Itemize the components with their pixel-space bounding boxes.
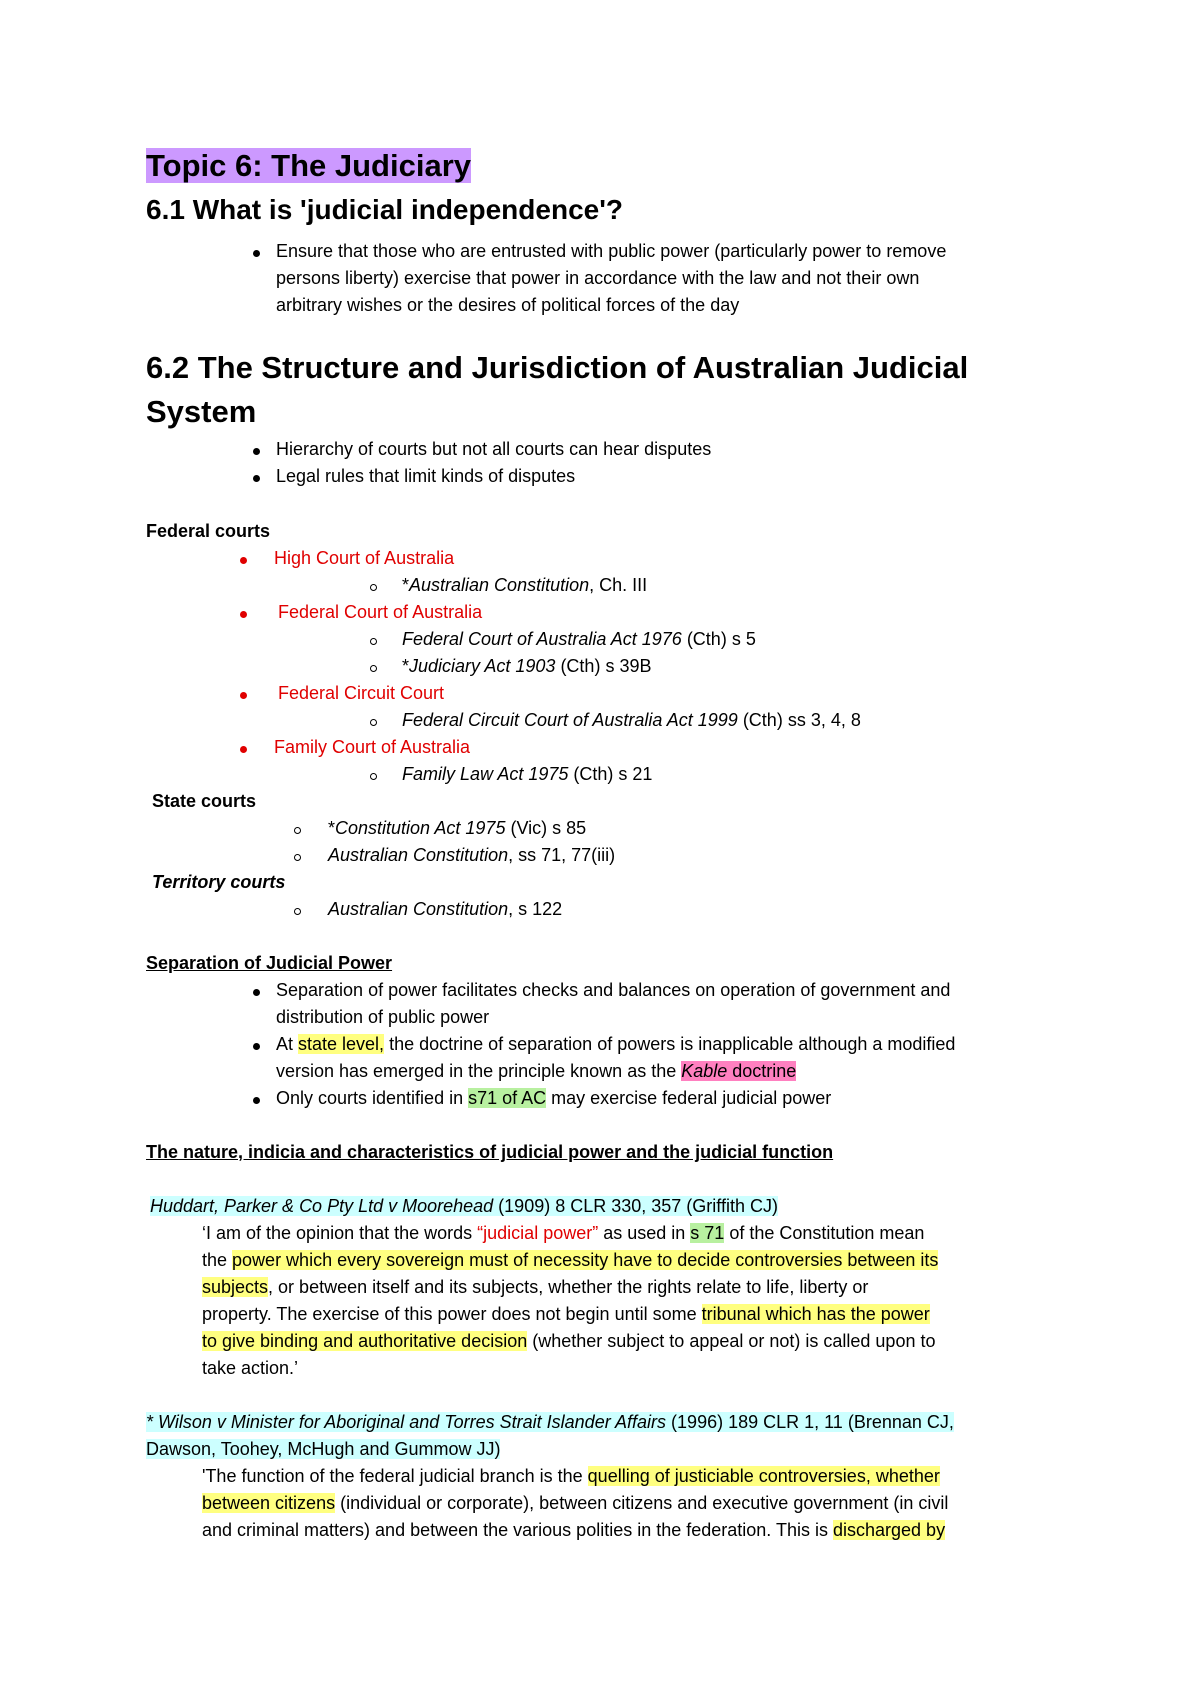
bullet-icon [253,250,260,257]
judicial-power-term: “judicial power” [477,1223,599,1243]
page-title [146,148,471,184]
court-high-court: High Court of Australia [274,548,455,568]
section-6-1-heading: 6.1 What is 'judicial independence'? [146,194,623,225]
text-run: Only courts identified in [276,1088,469,1108]
text-run: version has emerged in the principle known as the [276,1061,682,1081]
s62-bullet-2: Legal rules that limit kinds of disputes [276,466,576,486]
huddart-quote-line-2 [202,1247,938,1273]
statute-title: Federal Court of Australia Act 1976 [402,629,682,649]
highlight-kable-doctrine: doctrine [727,1061,797,1081]
wilson-quote-line-1 [202,1463,940,1489]
highlight-text: tribunal which has the power [701,1304,930,1324]
text-run: the doctrine of separation of powers is inapplicable although a modified [384,1034,956,1054]
bullet-icon [253,989,260,996]
star-marker: * [328,818,336,838]
highlight-state-level: state level, [298,1034,385,1054]
fca-source-2 [402,653,651,679]
huddart-quote-line-1 [202,1220,924,1246]
statute-ref: (Cth) s 21 [568,764,653,784]
wilson-quote-line-3 [202,1517,945,1543]
star-marker: * [402,656,410,676]
state-courts-label: State courts [152,791,257,811]
highlight-s71: s 71 [690,1223,725,1243]
case-ref: (1996) 189 CLR 1, 11 (Brennan CJ, [666,1412,954,1432]
red-bullet-icon [240,611,247,618]
huddart-quote-line-4 [202,1301,930,1327]
separation-bullet-1-line-1: Separation of power facilitates checks and balances on operation of government and [276,980,951,1000]
s61-bullet-line-1: Ensure that those who are entrusted with public power (particularly power to remove [276,241,947,261]
bullet-icon [253,475,260,482]
case-name: * Wilson v Minister for Aboriginal and Torres Strait Islander Affairs [146,1412,667,1432]
bullet-icon [253,448,260,455]
wilson-case-citation-line-2 [146,1436,500,1462]
circle-bullet-icon [370,719,377,726]
circle-bullet-icon [370,773,377,780]
title-text: Topic 6: The Judiciary [146,148,472,183]
huddart-quote-line-5 [202,1328,935,1354]
wilson-quote-line-2 [202,1490,948,1516]
separation-heading: Separation of Judicial Power [146,953,393,973]
separation-bullet-2-line-2 [276,1058,796,1084]
highlight-text: quelling of justiciable controversies, whether [587,1466,940,1486]
statute-title: Australian Constitution [409,575,590,595]
highlight-text: power which every sovereign must of necessity have to decide controversies between its [232,1250,939,1270]
huddart-quote-line-6: take action.’ [202,1358,299,1378]
red-bullet-icon [240,746,247,753]
s61-bullet-line-2: persons liberty) exercise that power in accordance with the law and not their own [276,268,920,288]
statute-title: Australian Constitution [328,899,509,919]
statute-title: Australian Constitution [328,845,509,865]
territory-source [328,896,562,922]
bullet-icon [253,1097,260,1104]
text-run: the [202,1250,233,1270]
text-run: of the Constitution mean [724,1223,925,1243]
highlight-text: discharged by [833,1520,946,1540]
nature-heading: The nature, indicia and characteristics of judicial power and the judicial function [146,1142,834,1162]
territory-courts-label: Territory courts [152,872,286,892]
statute-title: Constitution Act 1975 [335,818,506,838]
separation-bullet-2-line-1 [276,1031,955,1057]
separation-bullet-3 [276,1085,831,1111]
fcc-source [402,707,861,733]
text-run: 'The function of the federal judicial branch is the [202,1466,588,1486]
fca-source-1 [402,626,756,652]
court-federal-court: Federal Court of Australia [278,602,483,622]
circle-bullet-icon [370,665,377,672]
highlight-text: subjects [202,1277,269,1297]
text-run: At [276,1034,299,1054]
text-run: as used in [598,1223,691,1243]
high-court-source [402,572,647,598]
statute-ref: (Cth) s 39B [555,656,652,676]
text-run: (whether subject to appeal or not) is called upon to [527,1331,936,1351]
statute-title: Family Law Act 1975 [402,764,569,784]
huddart-case-citation [150,1193,778,1219]
case-ref: (1909) 8 CLR 330, 357 (Griffith CJ) [493,1196,778,1216]
circle-bullet-icon [370,584,377,591]
federal-courts-label: Federal courts [146,521,271,541]
circle-bullet-icon [294,827,301,834]
circle-bullet-icon [294,908,301,915]
circle-bullet-icon [370,638,377,645]
s62-bullet-1: Hierarchy of courts but not all courts can hear disputes [276,439,712,459]
statute-title: Judiciary Act 1903 [409,656,556,676]
separation-bullet-1-line-2: distribution of public power [276,1007,490,1027]
kable-italic: Kable [681,1061,728,1081]
statute-ref: (Vic) s 85 [505,818,587,838]
circle-bullet-icon [294,854,301,861]
red-bullet-icon [240,692,247,699]
statute-ref: (Cth) ss 3, 4, 8 [737,710,861,730]
statute-ref: (Cth) s 5 [681,629,756,649]
court-federal-circuit: Federal Circuit Court [278,683,445,703]
highlight-text: to give binding and authoritative decision [202,1331,528,1351]
huddart-quote-line-3 [202,1274,868,1300]
text-run: may exercise federal judicial power [546,1088,832,1108]
section-6-2-heading-line-1: 6.2 The Structure and Jurisdiction of Australian Judicial [146,350,969,385]
bullet-icon [253,1043,260,1050]
s61-bullet-line-3: arbitrary wishes or the desires of political forces of the day [276,295,740,315]
text-run: property. The exercise of this power does not begin until some [202,1304,702,1324]
section-6-2-heading-line-2: System [146,394,257,429]
highlight-s71: s71 of AC [468,1088,547,1108]
statute-title: Federal Circuit Court of Australia Act 1999 [402,710,738,730]
state-source-2 [328,842,615,868]
highlight-text: between citizens [202,1493,336,1513]
case-name: Huddart, Parker & Co Pty Ltd v Moorehead [150,1196,494,1216]
statute-ref: , ss 71, 77(iii) [508,845,616,865]
star-marker: * [402,575,410,595]
text-run: and criminal matters) and between the various polities in the federation. This is [202,1520,833,1540]
state-source-1 [328,815,586,841]
red-bullet-icon [240,557,247,564]
text-run: ‘I am of the opinion that the words [202,1223,478,1243]
court-family-court: Family Court of Australia [274,737,471,757]
text-run: (individual or corporate), between citizens and executive government (in civil [335,1493,949,1513]
statute-ref: , s 122 [508,899,563,919]
case-judges: Dawson, Toohey, McHugh and Gummow JJ) [146,1439,501,1459]
statute-ref: , Ch. III [589,575,648,595]
family-source [402,761,652,787]
text-run: , or between itself and its subjects, whether the rights relate to life, liberty or [268,1277,869,1297]
wilson-case-citation-line-1 [146,1409,954,1435]
